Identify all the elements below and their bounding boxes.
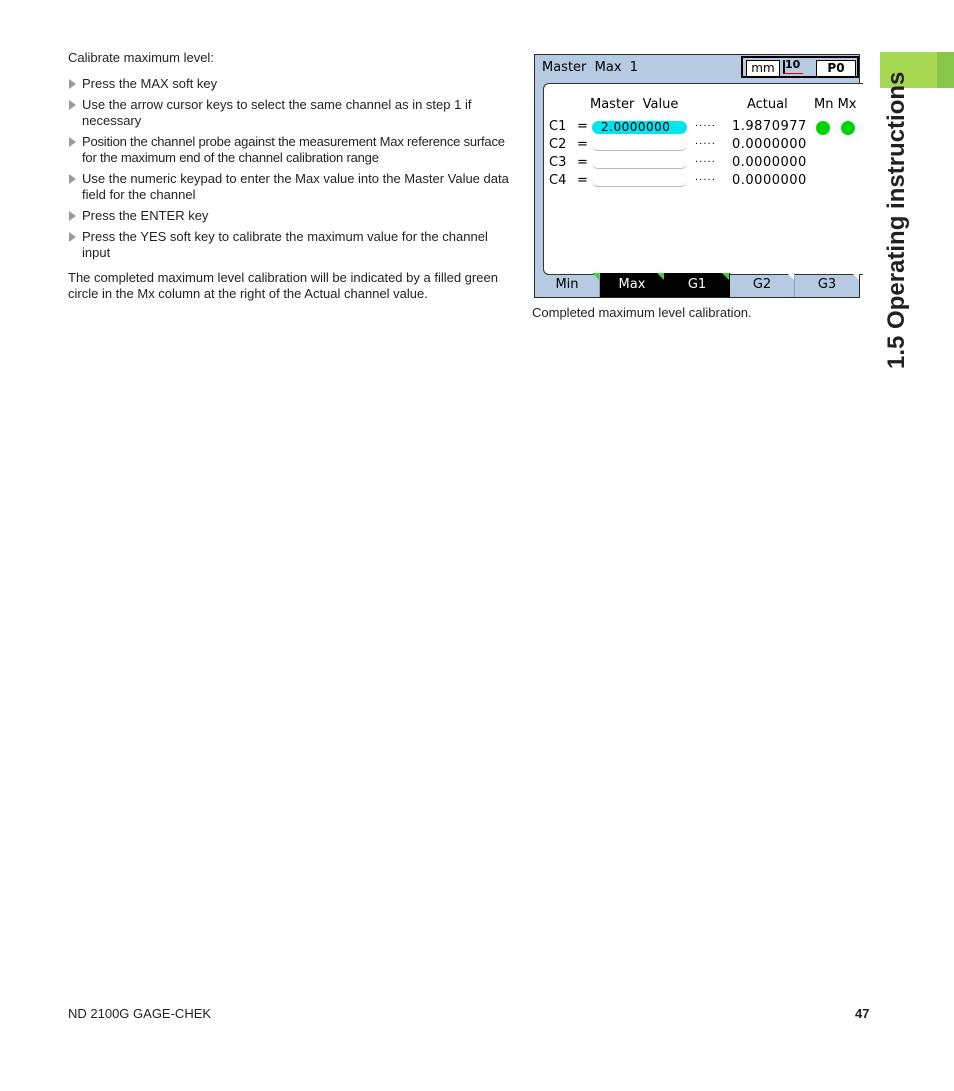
channel-label: C1 xyxy=(549,119,567,134)
step-item: Use the numeric keypad to enter the Max value into the Master Value data field for the channel xyxy=(68,171,513,203)
mx-led-icon xyxy=(841,121,855,135)
master-value-field[interactable] xyxy=(592,173,687,187)
softkey-g3[interactable]: G3 xyxy=(795,273,859,297)
header-mn-mx: Mn Mx xyxy=(814,97,857,112)
step-item: Use the arrow cursor keys to select the same channel as in step 1 if necessary xyxy=(68,97,513,129)
corner-flag-icon xyxy=(787,273,794,280)
master-value-field[interactable] xyxy=(592,155,687,169)
actual-value: 0.0000000 xyxy=(732,173,807,188)
channel-panel xyxy=(543,83,863,275)
equals-sign: = xyxy=(577,173,588,188)
page-number: 47 xyxy=(855,1006,870,1021)
header-master-value: Master Value xyxy=(590,97,679,112)
channel-label: C4 xyxy=(549,173,567,188)
chapter-title: 1.5 Operating instructions xyxy=(883,71,910,369)
dot-leader: ····· xyxy=(695,175,716,186)
step-item: Press the ENTER key xyxy=(68,208,513,224)
figure-caption: Completed maximum level calibration. xyxy=(532,305,752,320)
dot-leader: ····· xyxy=(695,121,716,132)
triangle-bullet-icon xyxy=(69,79,76,89)
triangle-bullet-icon xyxy=(69,211,76,221)
corner-flag-icon xyxy=(657,273,664,280)
screen-title-bar xyxy=(535,55,859,81)
softkey-min[interactable]: Min xyxy=(535,273,600,297)
master-value-field[interactable] xyxy=(592,137,687,151)
equals-sign: = xyxy=(577,155,588,170)
footer-doc-title: ND 2100G GAGE-CHEK xyxy=(68,1006,212,1021)
softkey-g1[interactable]: G1 xyxy=(665,273,730,297)
conclusion-text: The completed maximum level calibration will be indicated by a filled green circle in the Mx column at the right of the Actual channel value. xyxy=(68,270,498,301)
screen-title: Master Max 1 xyxy=(542,60,639,75)
dot-leader: ····· xyxy=(695,139,716,150)
actual-value: 0.0000000 xyxy=(732,137,807,152)
mn-led-icon xyxy=(816,121,830,135)
softkey-g2[interactable]: G2 xyxy=(730,273,795,297)
dot-leader: ····· xyxy=(695,157,716,168)
corner-flag-icon xyxy=(852,273,859,280)
step-item: Press the MAX soft key xyxy=(68,76,513,92)
chapter-tab-bar xyxy=(937,52,954,88)
step-item: Position the channel probe against the measurement Max reference surface for the maximum end of the channel calibration range xyxy=(68,134,513,166)
device-screen xyxy=(534,54,860,298)
channel-label: C2 xyxy=(549,137,567,152)
status-box xyxy=(741,56,859,78)
equals-sign: = xyxy=(577,119,588,134)
actual-value: 1.9870977 xyxy=(732,119,807,134)
corner-flag-icon xyxy=(592,273,599,280)
corner-flag-icon xyxy=(722,273,729,280)
step-item: Press the YES soft key to calibrate the maximum value for the channel input xyxy=(68,229,513,261)
equals-sign: = xyxy=(577,137,588,152)
preset-indicator: P0 xyxy=(816,60,856,77)
triangle-bullet-icon xyxy=(69,100,76,110)
softkey-max[interactable]: Max xyxy=(600,273,665,297)
intro-text: Calibrate maximum level: xyxy=(68,50,214,65)
actual-value: 0.0000000 xyxy=(732,155,807,170)
triangle-bullet-icon xyxy=(69,232,76,242)
channel-label: C3 xyxy=(549,155,567,170)
resolution-icon: 10 xyxy=(781,59,805,76)
master-value-field[interactable]: 2.0000000 xyxy=(592,121,687,134)
triangle-bullet-icon xyxy=(69,137,76,147)
header-actual: Actual xyxy=(747,97,788,112)
step-list xyxy=(68,76,513,266)
triangle-bullet-icon xyxy=(69,174,76,184)
unit-indicator: mm xyxy=(746,60,780,77)
softkey-bar xyxy=(535,273,859,297)
